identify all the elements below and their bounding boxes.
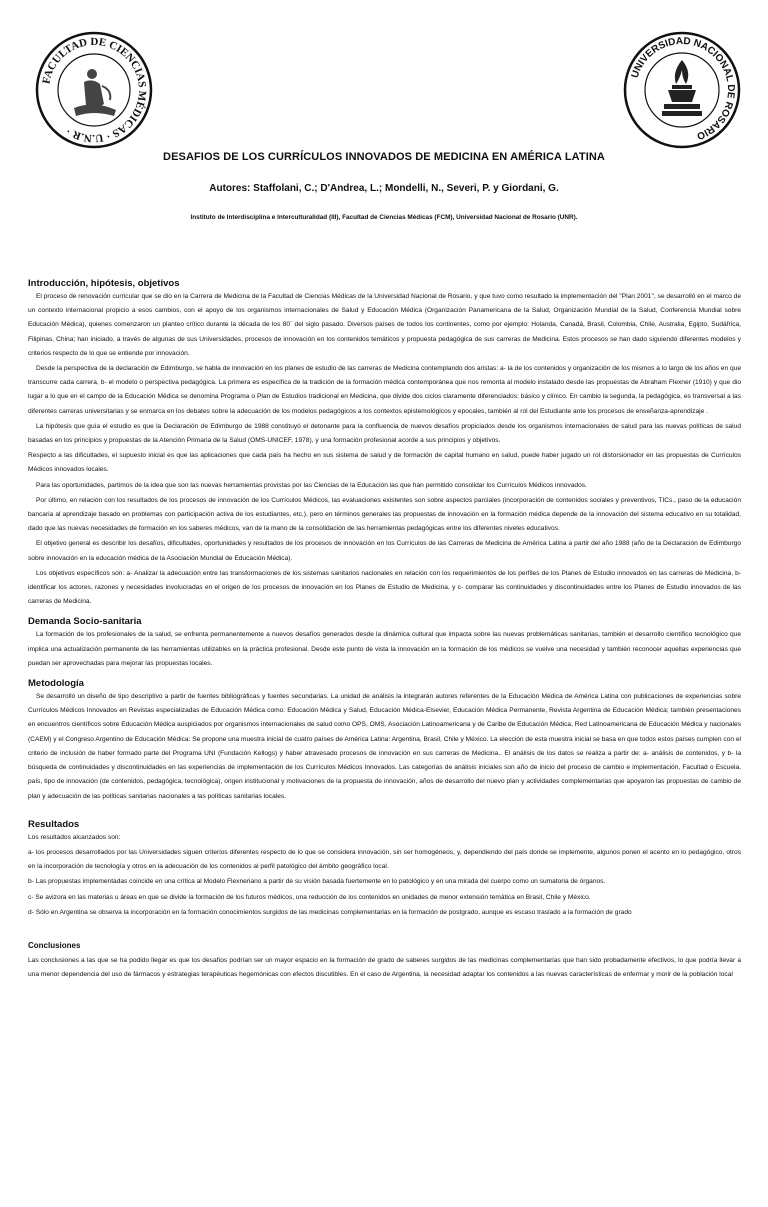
demanda-heading: Demanda Socio-sanitaria: [28, 616, 142, 628]
svg-text:UNIVERSIDAD NACIONAL DE ROSARI: UNIVERSIDAD NACIONAL DE ROSARIO: [629, 35, 737, 142]
intro-paragraph: Por último, en relación con los resultados de los procesos de innovación de los Currículos Médicos, las evaluaciones existentes son sobre aspectos parciales (incorporación de contenidos sociales y preventivos, TICs., paso de la educación bancaria al aprendizaje basado en problemas con participación activa de los estudiantes, etc.), pero en términos generales las propuestas de innovación en la formación médica depende de la innovación del sistema educativo en su totalidad, dado que las nuevas necesidades de formación en los saberes médicos, van de la mano de la consolidación de las herramientas pedagógicas entre los diferentes niveles educativos.: [28, 496, 741, 533]
intro-paragraph: Para las oportunidades, partimos de la idea que son las nuevas herramientas provistas por las Ciencias de la Educación las que han permitido consolidar los Currículos Médicos innovados.: [36, 481, 587, 489]
metodologia-paragraph: Se desarrolló un diseño de tipo descriptivo a partir de fuentes bibliográficas y fuentes secundarias. La unidad de análisis la integrarán autores referentes de la Educación Médica de América Latina con publicaciones de experiencias sobre Currículos Médicos Innovados en Revistas especializadas de Educación Médica como: Educación Médica y Salud, Educación Médica-Elsevier, Educación Médica Permanente, Revista Argentina de Educación Médica; también presentaciones en encuentros científicos sobre Educación Médica auspiciados por organismos internacionales de salud como OPS, OMS, Asociación Latinoamericana y de Caribe de Educación Médica, Red Latinoamericana de Educación Médica y nacionales (CAEM) y el Congreso Argentino de Educación Médica: Se propone una muestra inicial de cuatro países de América Latina: Argentina, Brasil, Chile y México. La elección de esta muestra inicial se basa en que todos estos países cumplen con el criterio de inclusión de haber formado parte del Programa UNI (Fundación Kellogs) y haber atravesado procesos de innovación en sus carreras de Medicina.. El análisis de los datos se realiza a partir de: a- análisis de contenidos, y b- la búsqueda de continuidades y discontinuidades en las experiencias de implementación de los Currículos Médicos Innovados. Las categorías de análisis iniciales son año de inicio del proceso de cambio e implementación, Facultad o Escuela, país, tipo de innovación (de contenidos, pedagógica, tecnológica), origen institucional y motivaciones de la propuesta de innovación, años de desarrollo del nuevo plan y actividades complementarias que apoyaron las propuestas de cambio de plan y adecuación de las políticas sanitarias nacionales a las políticas sanitarias locales.: [28, 693, 741, 800]
intro-paragraph: El proceso de renovación curricular que se dio en la Carrera de Medicina de la Facultad de Ciencias Médicas de la Universidad Nacional de Rosario, y que tuvo como resultado la implementación del "Plan 2001", se desarrolló en el marco de un contexto internacional propicio a esos cambios, con el apoyo de los organismos internacionales de Salud y Educación Médica (Organización Panamericana de la Salud, Organización Mundial de la Salud, Conferencia Mundial sobre Educación Médica), quienes comenzaron un planteo crítico durante la década de los 80´ del siglo pasado. Diversos países de todos los continentes, como por ejemplo: Holanda, Canadá, Brasil, Colombia, Chile, Australia, Egipto, Sudáfrica, Filipinas, China; han iniciado, a través de algunas de sus Universidades, procesos de innovación en los contenidos temáticos y propuesta pedagógica de sus carreras de Medicina. Estos procesos se han dado siguiendo diferentes modelos y criterios respecto de lo que se entiende por innovación.: [28, 293, 741, 357]
svg-text:FACULTAD DE CIENCIAS MÉDICAS ·: FACULTAD DE CIENCIAS MÉDICAS · U.N.R ·: [40, 35, 149, 145]
paper-body: [28, 278, 741, 983]
intro-heading: Introducción, hipótesis, objetivos: [28, 278, 180, 289]
institute-line: Instituto de Interdisciplina e Interculturalidad (III), Facultad de Ciencias Médicas (FCM), Universidad Nacional de Rosario (UNR).: [190, 214, 578, 221]
resultados-item: c- Se avizora en las materias u áreas en que se divide la formación de los futuros médicos, una reducción de los contenidos en unidades de menor extensión temática en Brasil, Chile y México.: [28, 893, 591, 901]
conclusiones-paragraph: Las conclusiones a las que se ha podido llegar es que los desafíos podrían ser un mayor espacio en la formación de grado de saberes surgidos de las medicinas complementarias que han sido probadamente efectivos, lo que podría llevar a una menor dependencia del uso de fármacos y estrategias terapéuticas hegemónicas con efectos discutibles. En el caso de Argentina, la necesidad adaptar los contenidos a las nuevas características de enfermar y morir de la población local: [28, 956, 741, 979]
intro-paragraph: Desde la perspectiva de la declaración de Edimburgo, se habla de innovación en los planes de estudio de las carreras de Medicina contemplando dos aristas: a- la de los contenidos y organización de los mismos a lo largo de los años en que transcurre cada carrera, b- el modelo o perspectiva pedagógica. La primera es específica de la tradición de la formación médica contemporánea que nos remonta al modelo instalado desde las propuestas de Abraham Flexner (1910) y que dio lugar a lo que en el campo de la Educación Médica se denomina Programa o Plan de Estudios tradicional en Medicina, que divide dos ciclos claramente diferenciados: básico y clínico. En cambio la segunda, la pedagógica, es transversal a las diferentes carreras universitarias y se enmarca en los debates sobre la adecuación de los modelos pedagógicos a los contextos epistemológicos y epocales, también al rol del Estudiante ante los procesos de enseñanza-aprendizaje .: [28, 365, 741, 415]
resultados-item: b- Las propuestas implementadas coincide en una crítica al Modelo Flexneriano a partir de su visión basada fuertemente en lo patológico y en una mirada del cuerpo como un sumatoria de órganos.: [28, 878, 606, 886]
university-seal-logo: [622, 30, 742, 150]
demanda-paragraph: La formación de los profesionales de la salud, se enfrenta permanentemente a nuevos desafíos generados desde la dinámica cultural que impacta sobre las nuevas problemáticas sanitarias, también el desarrollo científico tecnológico que implica una actualización permanente de las herramientas utilizables en la práctica profesional. Desde este punto de vista la innovación en la formación de los médicos se vuelve una necesidad y también reconocer aquellas experiencias que puedan ser aprovechadas para mejorar las propuestas locales.: [28, 631, 741, 667]
metodologia-heading: Metodología: [28, 678, 84, 690]
intro-paragraph: La hipótesis que guía el estudio es que la Declaración de Edimburgo de 1988 constituyó el detonante para la confluencia de nuevos desafíos propiciados desde los organismos internacionales de salud para las nuevas políticas de salud basadas en los principios y propuestas de la Atención Primaria de la Salud (OMS-UNICEF, 1978), y una formación profesional acorde a sus principios y objetivos.: [28, 422, 741, 445]
intro-paragraph: El objetivo general es describir los desafíos, dificultades, oportunidades y resultados de los procesos de innovación en los Currículos de las Carreras de Medicina de América Latina a partir del año 1988 (año de la Declaración de Edimburgo sobre innovación en la educación médica de la Asociación Mundial de Educación Médica).: [28, 540, 741, 562]
authors-line: Autores: Staffolani, C.; D'Andrea, L.; Mondelli, N., Severi, P. y Giordani, G.: [209, 183, 559, 194]
resultados-heading: Resultados: [28, 818, 80, 830]
conclusiones-heading: Conclusiones: [28, 940, 81, 950]
resultados-intro: Los resultados alcanzados son:: [28, 833, 121, 841]
resultados-item: a- los procesos desarrollados por las Universidades siguen criterios diferentes respecto de lo que se considera innovación, sin ser homogéneos, y, dependiendo del país donde se implemente, algunos ponen el acento en lo pedagógico, otros en la incorporación de tecnología y otros en la adecuación de los contenidos al perfil patológico del ámbito geográfico local.: [28, 848, 741, 871]
intro-paragraph: Los objetivos específicos son: a- Analizar la adecuación entre las transformaciones de los sistemas sanitarios nacionales en relación con los requerimientos de los perfiles de los Planes de Estudio innovados en las carreras de Medicina, b- identificar los actores, razones y necesidades involucradas en el origen de los procesos de innovación en los Planes de Estudio de Medicina, y c- comparar las continuidades y discontinuidades entre los Planes de Estudio innovados de las carreras de Medicina.: [28, 569, 741, 606]
intro-paragraph: Respecto a las dificultades, el supuesto inicial es que las aplicaciones que cada país ha hecho en sus sistema de salud y de formación de capital humano en salud, puede haber jugado un rol distorsionador en las propuestas de Currículos Médicos innovados locales.: [28, 452, 741, 474]
paper-title: DESAFIOS DE LOS CURRÍCULOS INNOVADOS DE MEDICINA EN AMÉRICA LATINA: [163, 151, 605, 163]
faculty-seal-logo: [34, 30, 154, 150]
resultados-item: d- Sólo en Argentina se observa la incorporación en la formación conocimientos surgidos de las medicinas complementarias en la formación de postgrado, aunque es escaso traslado a la formación de grado: [28, 908, 632, 916]
